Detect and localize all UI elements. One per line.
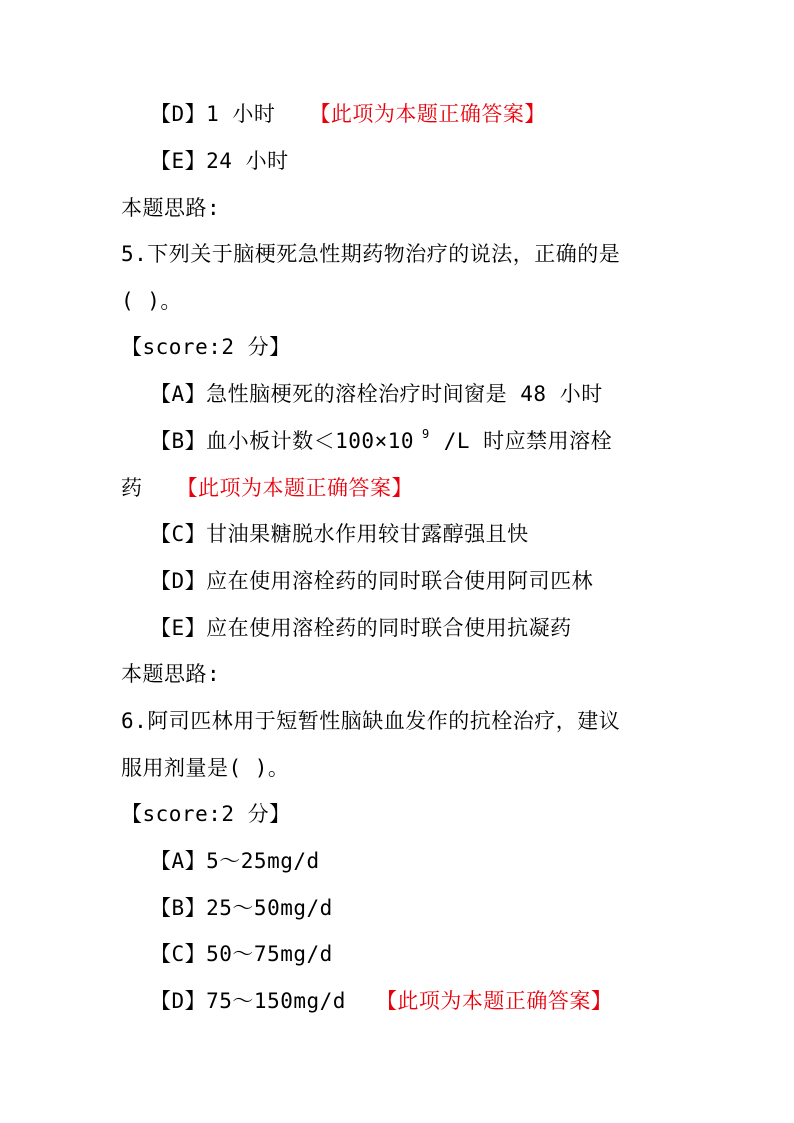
q5-question-line1: 5.下列关于脑梗死急性期药物治疗的说法，正确的是 — [121, 242, 621, 266]
q5-thinking-label: 本题思路: — [121, 662, 221, 686]
correct-answer-mark: 【此项为本题正确答案】 — [309, 102, 546, 126]
option-text: 【D】75～150mg/d — [150, 989, 346, 1013]
q5-option-d: 【D】应在使用溶栓药的同时联合使用阿司匹林 — [150, 569, 594, 593]
q4-thinking-label: 本题思路: — [121, 196, 221, 220]
q6-option-d — [150, 987, 612, 1015]
q4-option-d — [150, 100, 546, 128]
q5-option-e: 【E】应在使用溶栓药的同时联合使用抗凝药 — [150, 616, 572, 640]
q5-question-line2: ( )。 — [121, 289, 182, 313]
option-text: 【B】血小板计数＜100×10 — [150, 429, 415, 453]
option-text: 【D】1 小时 — [150, 102, 276, 126]
q6-option-b: 【B】25～50mg/d — [150, 896, 333, 920]
q5-option-b — [150, 427, 612, 458]
q5-option-a: 【A】急性脑梗死的溶栓治疗时间窗是 48 小时 — [150, 382, 603, 406]
superscript-exponent: 9 — [422, 427, 430, 441]
q4-option-e: 【E】24 小时 — [150, 149, 289, 173]
q6-option-a: 【A】5～25mg/d — [150, 849, 320, 873]
q6-score: 【score:2 分】 — [121, 802, 291, 826]
option-text-wrap: 药 — [121, 476, 143, 500]
q6-option-c: 【C】50～75mg/d — [150, 942, 333, 966]
q5-option-c: 【C】甘油果糖脱水作用较甘露醇强且快 — [150, 522, 529, 546]
correct-answer-mark: 【此项为本题正确答案】 — [176, 476, 413, 500]
q5-score: 【score:2 分】 — [121, 335, 291, 359]
q5-option-b-wrap — [121, 474, 413, 502]
option-text-continued: /L 时应禁用溶栓 — [443, 429, 613, 453]
q6-question-line2: 服用剂量是( )。 — [121, 756, 290, 780]
correct-answer-mark: 【此项为本题正确答案】 — [375, 989, 613, 1013]
q6-question-line1: 6.阿司匹林用于短暂性脑缺血发作的抗栓治疗，建议 — [121, 709, 621, 733]
